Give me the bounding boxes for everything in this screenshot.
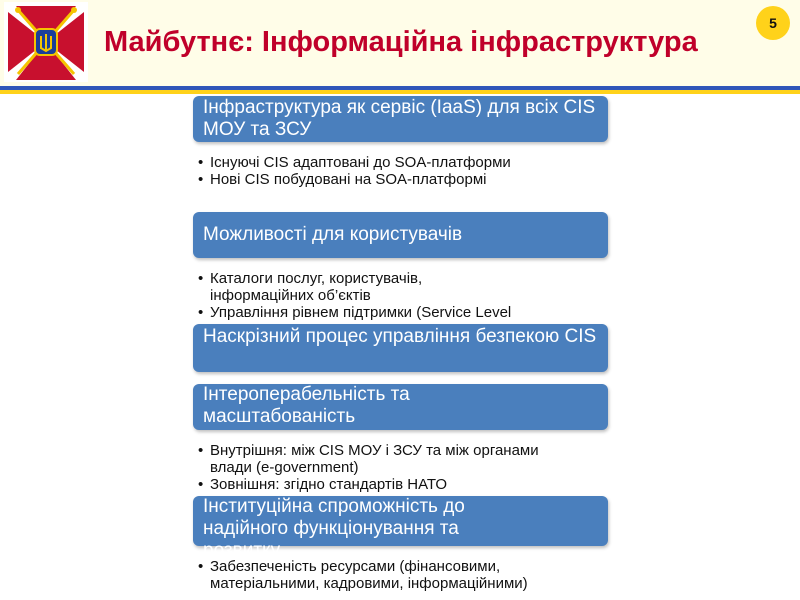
section-bullets-iaas xyxy=(198,154,608,194)
list-item: • Зовнішня: згідно стандартів НАТО xyxy=(198,476,608,493)
section-heading-user-capabilities xyxy=(193,212,608,258)
header-divider-yellow xyxy=(0,90,800,94)
list-item: • Внутрішня: між CIS МОУ і ЗСУ та між органами влади (e-government) xyxy=(198,442,570,476)
section-heading-text: Інфраструктура як сервіс (IaaS) для всіх CIS МОУ та ЗСУ xyxy=(203,97,596,140)
section-heading-interoperability xyxy=(193,384,608,430)
slide-title: Майбутнє: Інформаційна інфраструктура xyxy=(104,26,698,58)
section-heading-text: Інтероперабельність та масштабованість xyxy=(203,384,410,427)
page-number-badge: 5 xyxy=(756,6,790,40)
section-heading-text: Наскрізний процес управління безпекою CIS xyxy=(203,326,597,347)
section-heading-iaas xyxy=(193,96,608,142)
section-heading-institutional-capability xyxy=(193,496,608,561)
section-bullets-interoperability xyxy=(198,442,608,494)
list-item: • Каталоги послуг, користувачів, інформаційних об’єктів xyxy=(198,270,510,304)
section-heading-text: Інституційна спроможність до надійного функціонування та розвитку xyxy=(203,496,465,561)
list-item: • Існуючі CIS адаптовані до SOA-платформи xyxy=(198,154,608,171)
armed-forces-emblem-icon xyxy=(4,2,88,82)
section-bullets-user-capabilities xyxy=(198,270,608,324)
list-item: • Управління рівнем підтримки (Service Level xyxy=(198,304,608,321)
list-item: • Нові CIS побудовані на SOA-платформі xyxy=(198,171,608,188)
list-item: • Забезпеченість ресурсами (фінансовими, матеріальними, кадровими, інформаційними) xyxy=(198,558,600,592)
section-bullets-institutional-capability xyxy=(198,558,608,600)
section-heading-text: Можливості для користувачів xyxy=(203,224,463,245)
slide-header xyxy=(0,0,800,86)
section-heading-security-process xyxy=(193,324,608,372)
